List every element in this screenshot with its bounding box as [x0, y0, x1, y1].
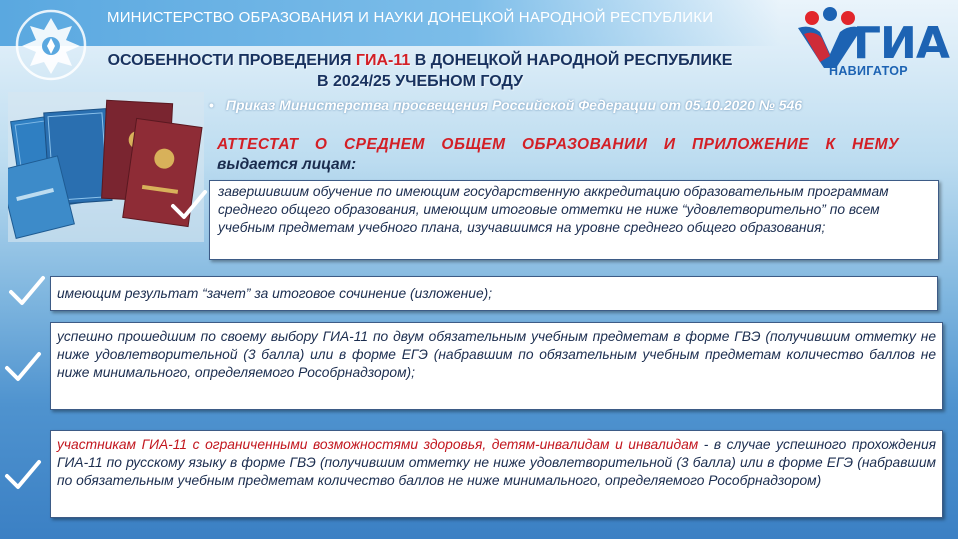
criterion-text-3: успешно прошедшим по своему выбору ГИА-11 по двум обязательным учебным предметам в форме ГВЭ (получившим отметку не ниже удовлетворительной (3 балла) или в форме ЕГЭ (набравшим по обязательным учебным предметам количество баллов не ниже минимального, определяемого Рособрнадзором);: [57, 329, 936, 380]
criterion-box-4: [50, 430, 943, 518]
header-bar: [0, 0, 780, 46]
criterion-text-2: имеющим результат “зачет” за итоговое сочинение (изложение);: [57, 286, 493, 301]
title-line-1: ОСОБЕННОСТИ ПРОВЕДЕНИЯ ГИА-11 В ДОНЕЦКОЙ НАРОДНОЙ РЕСПУБЛИКЕ: [107, 52, 733, 69]
criterion-box-2: [50, 276, 938, 311]
heading-red: АТТЕСТАТ О СРЕДНЕМ ОБЩЕМ ОБРАЗОВАНИИ И ПРИЛОЖЕНИЕ К НЕМУ: [217, 136, 899, 153]
gia-logo-word: ГИА: [853, 18, 949, 69]
title-line-2: В 2024/25 УЧЕБНОМ ГОДУ: [316, 73, 524, 90]
criterion-box-1: [209, 180, 939, 260]
checkmark-icon: [4, 456, 42, 494]
heading-dark: выдается лицам:: [217, 156, 357, 173]
order-reference: [209, 97, 802, 113]
criterion-text-4: - в случае успешного прохождения ГИА-11 по русскому языку в форме ГВЭ (получившим отметку не ниже удовлетворительной (3 балла) или в форме ЕГЭ (набравшим по обязательным учебным предметам количество баллов не ниже минимального, определяемого Рособрнадзором): [57, 437, 936, 488]
ministry-name: МИНИСТЕРСТВО ОБРАЗОВАНИЯ И НАУКИ ДОНЕЦКОЙ НАРОДНОЙ РЕСПУБЛИКИ: [107, 9, 714, 26]
checkmark-icon: [4, 348, 42, 386]
criterion-text-1: завершившим обучение по имеющим государственную аккредитацию образовательным программам среднего общего образования, имеющим итоговые отметки не ниже “удовлетворительно” по всем учебным предметам учебного плана, изучавшимся на уровне среднего общего образования;: [218, 184, 889, 235]
page-title: [80, 50, 760, 92]
order-text: Приказ Министерства просвещения Российской Федерации от 05.10.2020 № 546: [225, 97, 803, 113]
criterion-box-3: [50, 322, 943, 410]
checkmark-icon: [8, 272, 46, 310]
bullet: •: [209, 97, 214, 113]
checkmark-icon: [170, 186, 208, 224]
gia-logo-subtitle: НАВИГАТОР: [829, 64, 908, 78]
criterion-text-4-red: участникам ГИА-11 с ограниченными возможностями здоровья, детям-инвалидам и инвалидам: [57, 437, 699, 452]
section-heading: [217, 135, 899, 175]
